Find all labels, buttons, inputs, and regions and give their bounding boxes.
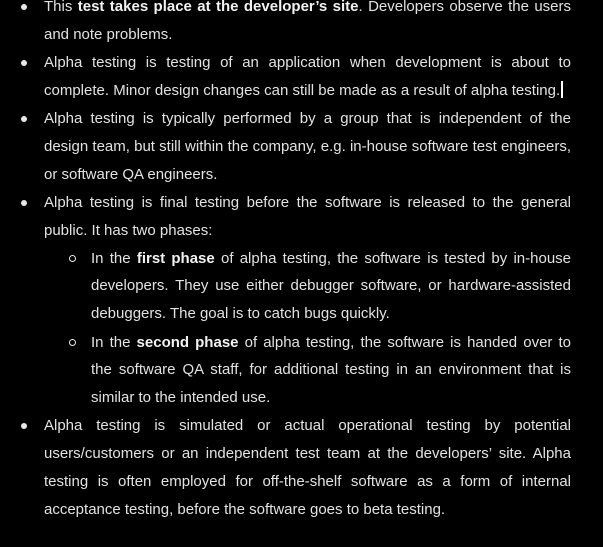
item-text-pre: This <box>44 0 78 15</box>
text-cursor <box>561 81 563 98</box>
item-text: Alpha testing is typically performed by a group that is independent of the design team, but still within the company, e.g. in-house software test engineers, or software QA engineers. <box>44 110 571 183</box>
bullet-dot-icon <box>21 116 27 122</box>
sub-item-text-post: of alpha testing, the software is handed over to the software QA staff, for additional testing in an environment that is similar to the intended use. <box>91 333 571 407</box>
sub-list-item <box>44 329 571 412</box>
bullet-dot-icon <box>21 60 27 66</box>
sub-item-text-pre: In the <box>91 333 137 351</box>
item-text: Alpha testing is final testing before the software is released to the general public. It has two phases: <box>44 194 571 239</box>
list-item <box>0 49 603 105</box>
bullet-dot-icon <box>21 4 27 10</box>
sub-item-text-pre: In the <box>91 249 137 267</box>
sub-list-item <box>44 245 571 328</box>
item-text: Alpha testing is simulated or actual operational testing by potential users/customers or an independent test team at the developers’ site. Alpha testing is often employed for off-the-shelf software as a form of internal acceptance testing, before the software goes to beta testing. <box>44 417 571 518</box>
bullet-dot-icon <box>21 200 27 206</box>
sub-item-text-bold: second phase <box>136 333 239 351</box>
sub-bullet-list <box>44 245 571 412</box>
sub-item-text-post: of alpha testing, the software is tested by in-house developers. They use either debugger software, or hardware-assisted debuggers. The goal is to catch bugs quickly. <box>91 249 571 323</box>
list-item <box>0 105 603 188</box>
sub-item-text-bold: first phase <box>136 249 215 267</box>
list-item <box>0 0 603 49</box>
list-item <box>0 189 603 412</box>
list-item <box>0 412 603 523</box>
bullet-circle-icon <box>69 255 76 262</box>
bullet-dot-icon <box>21 423 27 429</box>
item-text-post: . Developers observe the users and note problems. <box>44 0 571 43</box>
bullet-circle-icon <box>69 339 76 346</box>
item-text: Alpha testing is testing of an application when development is about to complete. Minor design changes can still be made as a result of alpha testing. <box>44 54 571 99</box>
item-text-bold: test takes place at the developer’s site <box>77 0 359 15</box>
